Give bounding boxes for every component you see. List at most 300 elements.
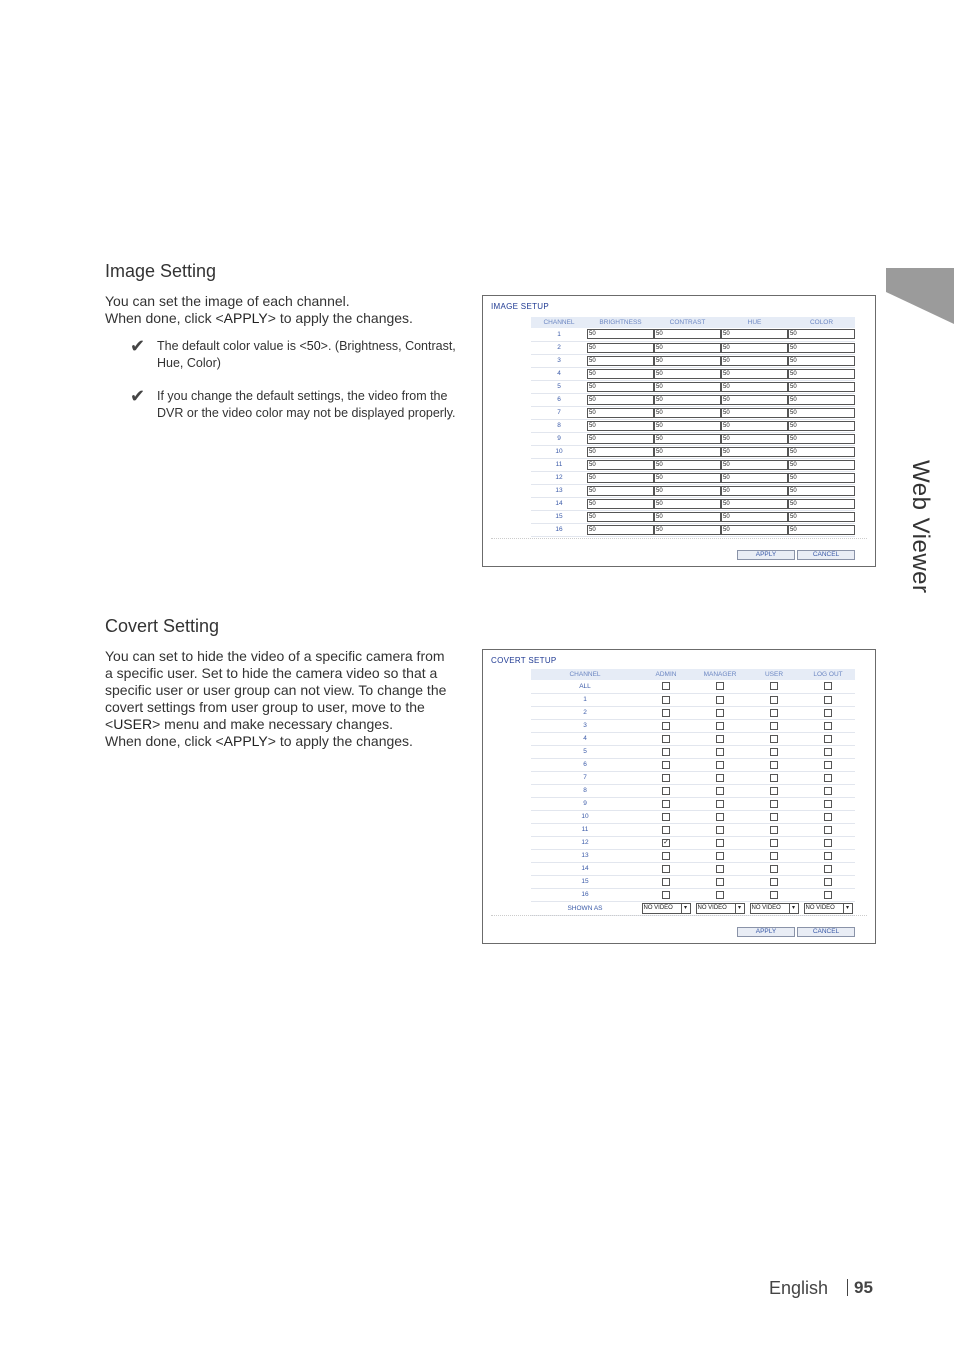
checkbox-cell	[693, 680, 747, 693]
checkbox-cell	[639, 784, 693, 797]
checkbox[interactable]	[662, 761, 670, 769]
table-row	[531, 328, 855, 341]
checkbox[interactable]	[770, 878, 778, 886]
column-header: USER	[747, 669, 801, 680]
value-input[interactable]: 50	[721, 525, 788, 535]
value-input[interactable]: 50	[587, 369, 654, 379]
covert-desc-line: <USER> menu and make necessary changes.	[105, 716, 393, 732]
value-input[interactable]: 50	[654, 525, 721, 535]
checkbox[interactable]	[662, 865, 670, 873]
checkbox-cell	[693, 706, 747, 719]
table-row	[531, 341, 855, 354]
checkbox-cell	[693, 745, 747, 758]
checkbox[interactable]	[770, 852, 778, 860]
table-row	[531, 419, 855, 432]
channel-cell: 12	[531, 836, 639, 849]
checkbox[interactable]	[662, 878, 670, 886]
image-note-default: The default color value is <50>. (Brightness, Contrast, Hue, Color)	[157, 339, 456, 370]
footer-language: English	[769, 1278, 829, 1298]
table-row	[531, 367, 855, 380]
checkbox[interactable]	[662, 722, 670, 730]
value-input[interactable]: 50	[654, 486, 721, 496]
table-row	[531, 771, 855, 784]
image-setup-divider	[491, 538, 867, 539]
checkbox[interactable]	[662, 800, 670, 808]
checkbox[interactable]	[824, 891, 832, 899]
checkbox-cell	[639, 693, 693, 706]
value-input[interactable]: 50	[788, 512, 855, 522]
value-cell	[654, 510, 721, 523]
value-input[interactable]: 50	[788, 343, 855, 353]
checkbox-cell	[747, 836, 801, 849]
table-row	[531, 797, 855, 810]
value-input[interactable]: 50	[788, 369, 855, 379]
covert-desc-line: You can set to hide the video of a specific camera from	[105, 648, 445, 664]
value-input[interactable]: 50	[721, 486, 788, 496]
value-input[interactable]: 50	[788, 460, 855, 470]
value-cell	[654, 393, 721, 406]
checkbox[interactable]	[770, 865, 778, 873]
value-input[interactable]: 50	[654, 408, 721, 418]
checkbox[interactable]	[824, 787, 832, 795]
value-input[interactable]: 50	[721, 356, 788, 366]
checkbox[interactable]	[716, 761, 724, 769]
channel-cell: 5	[531, 745, 639, 758]
shown-as-cell	[693, 901, 747, 915]
value-input[interactable]: 50	[587, 499, 654, 509]
checkbox[interactable]	[770, 761, 778, 769]
value-input[interactable]: 50	[721, 499, 788, 509]
shown-as-select[interactable]	[750, 903, 799, 914]
checkbox[interactable]	[716, 891, 724, 899]
value-cell	[654, 458, 721, 471]
channel-cell: 11	[531, 823, 639, 836]
page-number: 95	[854, 1278, 873, 1297]
table-row	[531, 836, 855, 849]
checkbox[interactable]	[824, 682, 832, 690]
value-cell	[788, 497, 855, 510]
shown-as-value: NO VIDEO	[697, 904, 727, 911]
checkbox-cell	[639, 862, 693, 875]
value-cell	[721, 367, 788, 380]
table-row	[531, 523, 855, 536]
value-input[interactable]: 50	[788, 486, 855, 496]
value-cell	[587, 484, 654, 497]
checkbox-cell	[639, 836, 693, 849]
value-input[interactable]: 50	[721, 512, 788, 522]
checkbox[interactable]	[770, 813, 778, 821]
checkbox-cell	[693, 810, 747, 823]
table-row	[531, 888, 855, 901]
covert-setup-divider	[491, 915, 867, 916]
checkbox[interactable]	[824, 800, 832, 808]
channel-cell: 15	[531, 510, 587, 523]
value-input[interactable]: 50	[788, 525, 855, 535]
value-cell	[721, 471, 788, 484]
value-input[interactable]: 50	[654, 512, 721, 522]
value-cell	[587, 497, 654, 510]
value-cell	[654, 497, 721, 510]
checkbox[interactable]	[716, 813, 724, 821]
checkbox[interactable]	[716, 826, 724, 834]
checkbox[interactable]	[716, 800, 724, 808]
channel-cell: 13	[531, 849, 639, 862]
value-input[interactable]: 50	[654, 421, 721, 431]
table-row	[531, 706, 855, 719]
value-input[interactable]: 50	[721, 395, 788, 405]
checkbox[interactable]	[716, 748, 724, 756]
value-input[interactable]: 50	[587, 486, 654, 496]
table-row	[531, 432, 855, 445]
checkbox[interactable]	[770, 839, 778, 847]
value-input[interactable]: 50	[654, 499, 721, 509]
value-input[interactable]: 50	[587, 356, 654, 366]
table-row	[531, 471, 855, 484]
chevron-down-icon: ▾	[789, 904, 798, 913]
value-input[interactable]: 50	[654, 395, 721, 405]
column-header: CONTRAST	[654, 317, 721, 328]
shown-as-select[interactable]	[804, 903, 853, 914]
shown-as-select[interactable]	[642, 903, 691, 914]
value-cell	[788, 380, 855, 393]
channel-cell: 10	[531, 810, 639, 823]
checkbox[interactable]	[716, 774, 724, 782]
checkbox-cell	[801, 810, 855, 823]
chevron-down-icon: ▾	[681, 904, 690, 913]
channel-cell: 7	[531, 406, 587, 419]
checkbox[interactable]	[824, 709, 832, 717]
value-input[interactable]: 50	[721, 460, 788, 470]
checkbox[interactable]	[824, 826, 832, 834]
channel-cell: 5	[531, 380, 587, 393]
value-input[interactable]: 50	[788, 499, 855, 509]
checkbox-cell	[801, 849, 855, 862]
checkbox[interactable]	[716, 839, 724, 847]
channel-cell: 1	[531, 693, 639, 706]
checkbox-cell	[693, 849, 747, 862]
value-cell	[654, 380, 721, 393]
value-cell	[654, 471, 721, 484]
value-input[interactable]: 50	[654, 382, 721, 392]
channel-cell: 14	[531, 862, 639, 875]
column-header: MANAGER	[693, 669, 747, 680]
checkbox[interactable]	[824, 774, 832, 782]
checkbox-cell	[639, 758, 693, 771]
checkbox[interactable]	[662, 709, 670, 717]
value-input[interactable]: 50	[587, 408, 654, 418]
checkbox[interactable]	[824, 696, 832, 704]
value-cell	[654, 484, 721, 497]
value-input[interactable]: 50	[654, 460, 721, 470]
side-tab-band	[886, 268, 954, 468]
column-header: CHANNEL	[531, 669, 639, 680]
checkbox[interactable]	[716, 722, 724, 730]
value-cell	[587, 406, 654, 419]
value-cell	[788, 328, 855, 341]
checkbox-cell	[693, 732, 747, 745]
checkbox-cell	[801, 706, 855, 719]
checkbox[interactable]	[824, 735, 832, 743]
covert-desc-line: When done, click <APPLY> to apply the changes.	[105, 733, 413, 749]
checkbox-cell	[639, 771, 693, 784]
table-row	[531, 484, 855, 497]
value-cell	[587, 471, 654, 484]
value-input[interactable]: 50	[587, 395, 654, 405]
checkbox[interactable]	[824, 748, 832, 756]
value-input[interactable]: 50	[788, 408, 855, 418]
table-row	[531, 875, 855, 888]
chevron-down-icon: ▾	[735, 904, 744, 913]
value-input[interactable]: 50	[721, 434, 788, 444]
checkbox[interactable]	[770, 748, 778, 756]
column-header: LOG OUT	[801, 669, 855, 680]
value-input[interactable]: 50	[721, 421, 788, 431]
footer-divider	[847, 1279, 848, 1296]
value-input[interactable]: 50	[721, 473, 788, 483]
checkbox[interactable]	[662, 735, 670, 743]
value-cell	[654, 445, 721, 458]
value-cell	[721, 406, 788, 419]
checkbox[interactable]	[662, 787, 670, 795]
value-input[interactable]: 50	[721, 408, 788, 418]
checkbox[interactable]	[824, 865, 832, 873]
checkbox[interactable]	[662, 748, 670, 756]
channel-cell: 13	[531, 484, 587, 497]
table-row	[531, 745, 855, 758]
checkbox-cell	[801, 862, 855, 875]
shown-as-select[interactable]	[696, 903, 745, 914]
value-input[interactable]: 50	[788, 329, 855, 339]
value-input[interactable]: 50	[587, 434, 654, 444]
image-desc-line1: You can set the image of each channel.	[105, 293, 350, 309]
value-input[interactable]: 50	[654, 473, 721, 483]
value-input[interactable]: 50	[654, 329, 721, 339]
checkbox-cell	[747, 888, 801, 901]
checkbox[interactable]	[770, 826, 778, 834]
checkbox[interactable]	[770, 722, 778, 730]
value-input[interactable]: 50	[587, 460, 654, 470]
value-input[interactable]: 50	[788, 473, 855, 483]
table-row	[531, 406, 855, 419]
value-input[interactable]: 50	[587, 343, 654, 353]
apply-button[interactable]: APPLY	[737, 550, 795, 560]
value-cell	[721, 458, 788, 471]
table-row	[531, 445, 855, 458]
value-input[interactable]: 50	[587, 329, 654, 339]
value-cell	[788, 341, 855, 354]
checkbox[interactable]	[770, 774, 778, 782]
checkbox-cell	[801, 784, 855, 797]
image-setting-desc	[105, 293, 413, 327]
checkbox-cell	[801, 680, 855, 693]
value-input[interactable]: 50	[788, 421, 855, 431]
checkbox[interactable]	[770, 696, 778, 704]
value-cell	[587, 341, 654, 354]
value-input[interactable]: 50	[788, 382, 855, 392]
value-input[interactable]: 50	[587, 382, 654, 392]
checkbox[interactable]	[716, 709, 724, 717]
checkbox[interactable]	[716, 852, 724, 860]
shown-as-value: NO VIDEO	[805, 904, 835, 911]
covert-setting-desc	[105, 648, 446, 750]
checkbox-checked[interactable]: ✓	[663, 838, 669, 846]
checkbox-cell	[747, 797, 801, 810]
value-input[interactable]: 50	[654, 434, 721, 444]
checkbox-cell	[747, 693, 801, 706]
checkbox[interactable]	[824, 839, 832, 847]
checkbox[interactable]	[662, 813, 670, 821]
apply-button[interactable]: APPLY	[737, 927, 795, 937]
value-cell	[587, 393, 654, 406]
checkbox[interactable]	[662, 682, 670, 690]
checkbox[interactable]	[662, 826, 670, 834]
image-desc-line2: When done, click <APPLY> to apply the changes.	[105, 310, 413, 326]
checkbox-cell	[801, 836, 855, 849]
checkbox[interactable]	[770, 735, 778, 743]
checkbox[interactable]	[662, 696, 670, 704]
channel-cell: 8	[531, 419, 587, 432]
checkbox-cell	[747, 862, 801, 875]
value-input[interactable]: 50	[587, 421, 654, 431]
value-cell	[721, 393, 788, 406]
checkbox-cell	[693, 823, 747, 836]
channel-cell: 11	[531, 458, 587, 471]
channel-cell: 3	[531, 354, 587, 367]
check-icon: ✔	[130, 386, 146, 406]
chevron-down-icon: ▾	[843, 904, 852, 913]
checkbox-cell	[639, 849, 693, 862]
value-cell	[788, 393, 855, 406]
checkbox-cell	[693, 888, 747, 901]
value-cell	[721, 523, 788, 536]
value-cell	[788, 458, 855, 471]
value-input[interactable]: 50	[587, 473, 654, 483]
checkbox[interactable]	[662, 774, 670, 782]
value-input[interactable]: 50	[654, 356, 721, 366]
value-cell	[721, 484, 788, 497]
value-cell	[721, 497, 788, 510]
image-setup-screenshot	[482, 295, 876, 567]
checkbox[interactable]	[770, 800, 778, 808]
checkbox-cell	[747, 706, 801, 719]
value-cell	[721, 445, 788, 458]
shown-as-value: NO VIDEO	[643, 904, 673, 911]
value-input[interactable]: 50	[788, 395, 855, 405]
checkbox[interactable]	[770, 891, 778, 899]
value-cell	[587, 445, 654, 458]
checkbox[interactable]	[716, 735, 724, 743]
checkbox-cell	[801, 823, 855, 836]
value-cell	[788, 510, 855, 523]
value-cell	[788, 419, 855, 432]
value-cell	[721, 432, 788, 445]
value-input[interactable]: 50	[788, 447, 855, 457]
checkbox[interactable]	[770, 787, 778, 795]
value-input[interactable]: 50	[654, 447, 721, 457]
shown-as-value: NO VIDEO	[751, 904, 781, 911]
checkbox[interactable]	[770, 682, 778, 690]
image-setting-title: Image Setting	[105, 261, 217, 281]
value-cell	[721, 328, 788, 341]
checkbox-cell	[747, 719, 801, 732]
value-input[interactable]: 50	[654, 343, 721, 353]
table-row	[531, 680, 855, 693]
table-row	[531, 458, 855, 471]
value-cell	[654, 523, 721, 536]
image-setup-title: IMAGE SETUP	[491, 302, 549, 311]
cancel-button[interactable]: CANCEL	[797, 550, 855, 560]
side-tab-label: Web Viewer	[907, 460, 934, 594]
value-input[interactable]: 50	[788, 434, 855, 444]
checkbox[interactable]	[716, 865, 724, 873]
column-header: CHANNEL	[531, 317, 587, 328]
check-icon: ✔	[130, 336, 146, 356]
value-input[interactable]: 50	[587, 512, 654, 522]
checkbox[interactable]	[662, 891, 670, 899]
value-input[interactable]: 50	[721, 447, 788, 457]
value-cell	[587, 380, 654, 393]
channel-cell: 2	[531, 341, 587, 354]
value-input[interactable]: 50	[788, 356, 855, 366]
value-input[interactable]: 50	[721, 369, 788, 379]
checkbox-cell	[639, 888, 693, 901]
value-cell	[654, 419, 721, 432]
checkbox-cell	[639, 719, 693, 732]
value-cell	[788, 367, 855, 380]
section-side-tab	[886, 268, 954, 468]
channel-cell: 14	[531, 497, 587, 510]
checkbox[interactable]	[716, 878, 724, 886]
channel-cell: 10	[531, 445, 587, 458]
table-row	[531, 354, 855, 367]
value-cell	[654, 432, 721, 445]
table-row	[531, 380, 855, 393]
checkbox[interactable]	[824, 722, 832, 730]
checkbox[interactable]	[824, 761, 832, 769]
checkbox[interactable]	[716, 787, 724, 795]
checkbox-cell	[801, 693, 855, 706]
value-input[interactable]: 50	[654, 369, 721, 379]
checkbox[interactable]	[824, 813, 832, 821]
value-input[interactable]: 50	[721, 382, 788, 392]
cancel-button[interactable]: CANCEL	[797, 927, 855, 937]
value-input[interactable]: 50	[587, 447, 654, 457]
covert-setup-screenshot	[482, 649, 876, 944]
value-input[interactable]: 50	[587, 525, 654, 535]
checkbox-cell	[747, 875, 801, 888]
value-input[interactable]: 50	[721, 343, 788, 353]
channel-cell: 4	[531, 732, 639, 745]
checkbox[interactable]	[662, 852, 670, 860]
column-header: ADMIN	[639, 669, 693, 680]
checkbox[interactable]	[824, 878, 832, 886]
checkbox[interactable]	[716, 682, 724, 690]
checkbox-cell	[639, 706, 693, 719]
value-cell	[721, 510, 788, 523]
checkbox[interactable]	[716, 696, 724, 704]
value-cell	[587, 328, 654, 341]
value-cell	[587, 367, 654, 380]
channel-cell: 12	[531, 471, 587, 484]
checkbox-cell	[747, 771, 801, 784]
value-cell	[788, 354, 855, 367]
shown-as-label: SHOWN AS	[531, 901, 639, 915]
checkbox[interactable]	[824, 852, 832, 860]
value-input[interactable]: 50	[721, 329, 788, 339]
checkbox-cell	[747, 732, 801, 745]
shown-as-cell	[639, 901, 693, 915]
checkbox[interactable]	[770, 709, 778, 717]
